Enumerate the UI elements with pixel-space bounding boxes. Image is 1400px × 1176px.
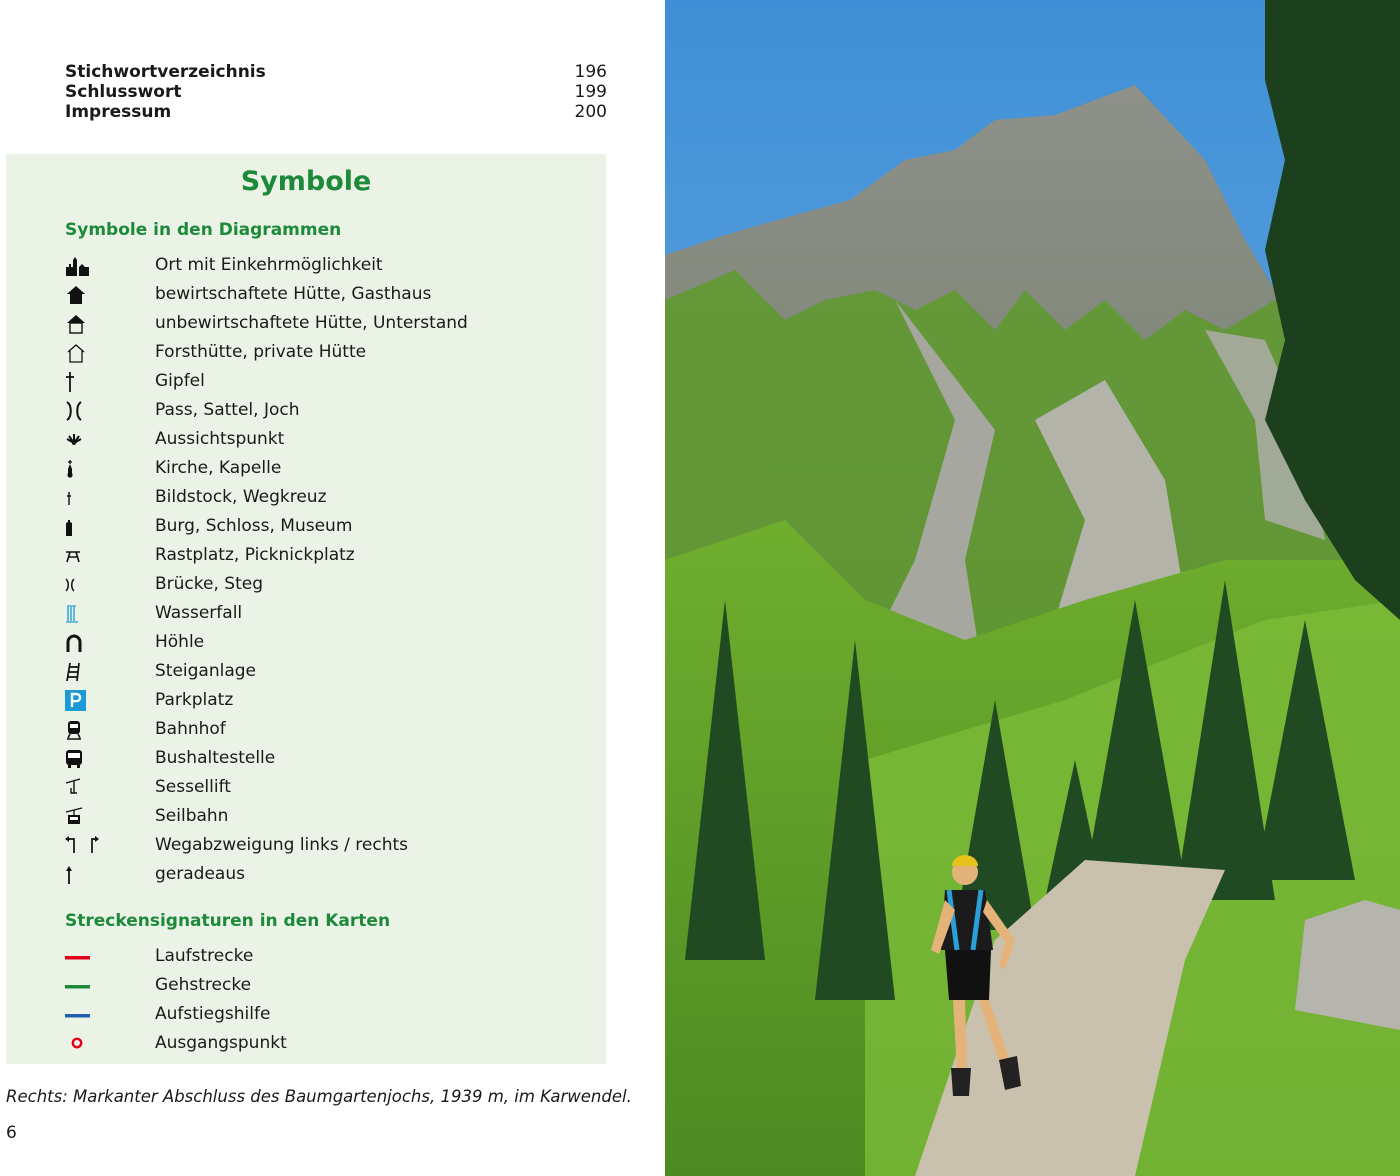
junction-icon [65, 835, 99, 857]
toc-row [65, 82, 607, 102]
symbols-title: Symbole [240, 166, 372, 197]
list-item: Wegabzweigung links / rechts [65, 831, 605, 860]
list-item: Bildstock, Wegkreuz [65, 483, 605, 512]
bus-icon [65, 748, 95, 770]
run-route-line-icon [65, 946, 95, 968]
hut-half-icon [65, 313, 95, 335]
list-item: bewirtschaftete Hütte, Gasthaus [65, 280, 605, 309]
viewpoint-icon [65, 429, 95, 451]
list-item: Parkplatz [65, 686, 605, 715]
waterfall-icon [65, 603, 95, 625]
cablecar-icon [65, 806, 95, 828]
list-item: Sessellift [65, 773, 605, 802]
list-item: Aussichtspunkt [65, 425, 605, 454]
village-icon [65, 255, 95, 277]
summit-cross-icon [65, 371, 95, 393]
toc-page: 196 [574, 62, 607, 82]
photo-caption: Rechts: Markanter Abschluss des Baumgartenjochs, 1939 m, im Karwendel. [6, 1087, 632, 1106]
map-symbol-list [65, 942, 605, 1058]
list-item: unbewirtschaftete Hütte, Unterstand [65, 309, 605, 338]
straight-arrow-icon [65, 864, 95, 886]
list-item: Seilbahn [65, 802, 605, 831]
list-item: Ort mit Einkehrmöglichkeit [65, 251, 605, 280]
diagram-symbols-heading: Symbole in den Diagrammen [65, 220, 342, 240]
toc-row [65, 62, 607, 82]
table-of-contents [65, 62, 607, 122]
list-item: Aufstiegshilfe [65, 1000, 605, 1029]
toc-title: Stichwortverzeichnis [65, 62, 266, 82]
list-item: Laufstrecke [65, 942, 605, 971]
ascent-aid-line-icon [65, 1004, 95, 1026]
list-item: Steiganlage [65, 657, 605, 686]
ladder-icon [65, 661, 95, 683]
page-number: 6 [6, 1123, 17, 1143]
picnic-icon [65, 545, 95, 567]
list-item: Ausgangspunkt [65, 1029, 605, 1058]
list-item: Burg, Schloss, Museum [65, 512, 605, 541]
toc-title: Impressum [65, 102, 172, 122]
hut-filled-icon [65, 284, 95, 306]
list-item: Gehstrecke [65, 971, 605, 1000]
list-item: Brücke, Steg [65, 570, 605, 599]
pass-icon [65, 400, 95, 422]
toc-page: 199 [574, 82, 607, 102]
walk-route-line-icon [65, 975, 95, 997]
start-point-icon [65, 1033, 95, 1055]
list-item: Rastplatz, Picknickplatz [65, 541, 605, 570]
list-item: Forsthütte, private Hütte [65, 338, 605, 367]
toc-row [65, 102, 607, 122]
diagram-symbol-list [65, 251, 605, 889]
list-item: Gipfel [65, 367, 605, 396]
wayside-cross-icon [65, 487, 95, 509]
hut-outline-icon [65, 342, 95, 364]
map-symbols-heading: Streckensignaturen in den Karten [65, 911, 391, 931]
list-item: Bahnhof [65, 715, 605, 744]
cave-icon [65, 632, 95, 654]
list-item: Pass, Sattel, Joch [65, 396, 605, 425]
list-item: Bushaltestelle [65, 744, 605, 773]
toc-page: 200 [574, 102, 607, 122]
chairlift-icon [65, 777, 95, 799]
left-page [0, 0, 665, 1176]
parking-icon [65, 690, 95, 712]
bridge-icon [65, 574, 95, 596]
list-item: Höhle [65, 628, 605, 657]
list-item: Wasserfall [65, 599, 605, 628]
castle-icon [65, 516, 95, 538]
mountain-photo [665, 0, 1400, 1176]
toc-title: Schlusswort [65, 82, 182, 102]
train-icon [65, 719, 95, 741]
church-icon [65, 458, 95, 480]
list-item: Kirche, Kapelle [65, 454, 605, 483]
list-item: geradeaus [65, 860, 605, 889]
